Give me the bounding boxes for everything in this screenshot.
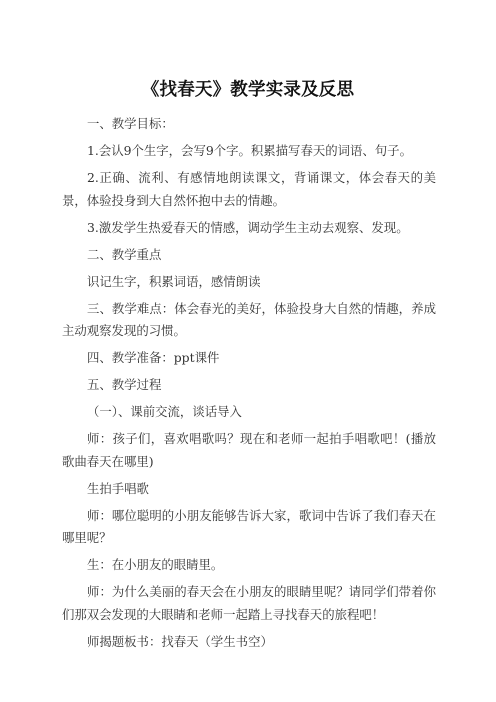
paragraph-objectives-heading: 一、教学目标： bbox=[87, 116, 174, 131]
paragraph-objective-3: 3.激发学生热爱春天的情感，调动学生主动去观察、发现。 bbox=[87, 219, 409, 235]
paragraph-process-heading: 五、教学过程 bbox=[87, 377, 162, 392]
paragraph-student-1: 生拍手唱歌 bbox=[87, 480, 149, 496]
document-body bbox=[62, 113, 436, 658]
paragraph-teacher-3: 师：为什么美丽的春天会在小朋友的眼睛里呢？请同学们带着你们那双会发现的大眼睛和老师一起踏上寻找春天的旅程吧！ bbox=[62, 584, 436, 622]
paragraph-teacher-2: 师：哪位聪明的小朋友能够告诉大家，歌词中告诉了我们春天在哪里呢？ bbox=[62, 507, 436, 545]
paragraph-process-step-1: （一）、课前交流，谈话导入 bbox=[87, 404, 242, 419]
paragraph-difficulties: 三、教学难点：体会春光的美好，体验投身大自然的情趣，养成主动观察发现的习惯。 bbox=[62, 300, 436, 338]
paragraph-student-2: 生：在小朋友的眼睛里。 bbox=[87, 557, 224, 572]
document-title: 《找春天》教学实录及反思 bbox=[141, 80, 355, 100]
paragraph-key-points: 识记生字，积累词语，感情朗读 bbox=[87, 273, 261, 289]
paragraph-objective-2: 2.正确、流利、有感情地朗读课文，背诵课文，体会春天的美景，体验投身到大自然怀抱中去的情趣。 bbox=[62, 170, 436, 208]
paragraph-key-points-heading: 二、教学重点 bbox=[87, 246, 162, 262]
paragraph-teacher-1: 师：孩子们，喜欢唱歌吗？现在和老师一起拍手唱歌吧！(播放歌曲春天在哪里) bbox=[62, 431, 436, 469]
paragraph-teacher-4: 师揭题板书：找春天（学生书空） bbox=[87, 633, 273, 649]
paragraph-objective-1: 1.会认9个生字，会写9个字。积累描写春天的词语、句子。 bbox=[87, 143, 412, 158]
paragraph-preparation: 四、教学准备：ppt课件 bbox=[87, 350, 220, 365]
